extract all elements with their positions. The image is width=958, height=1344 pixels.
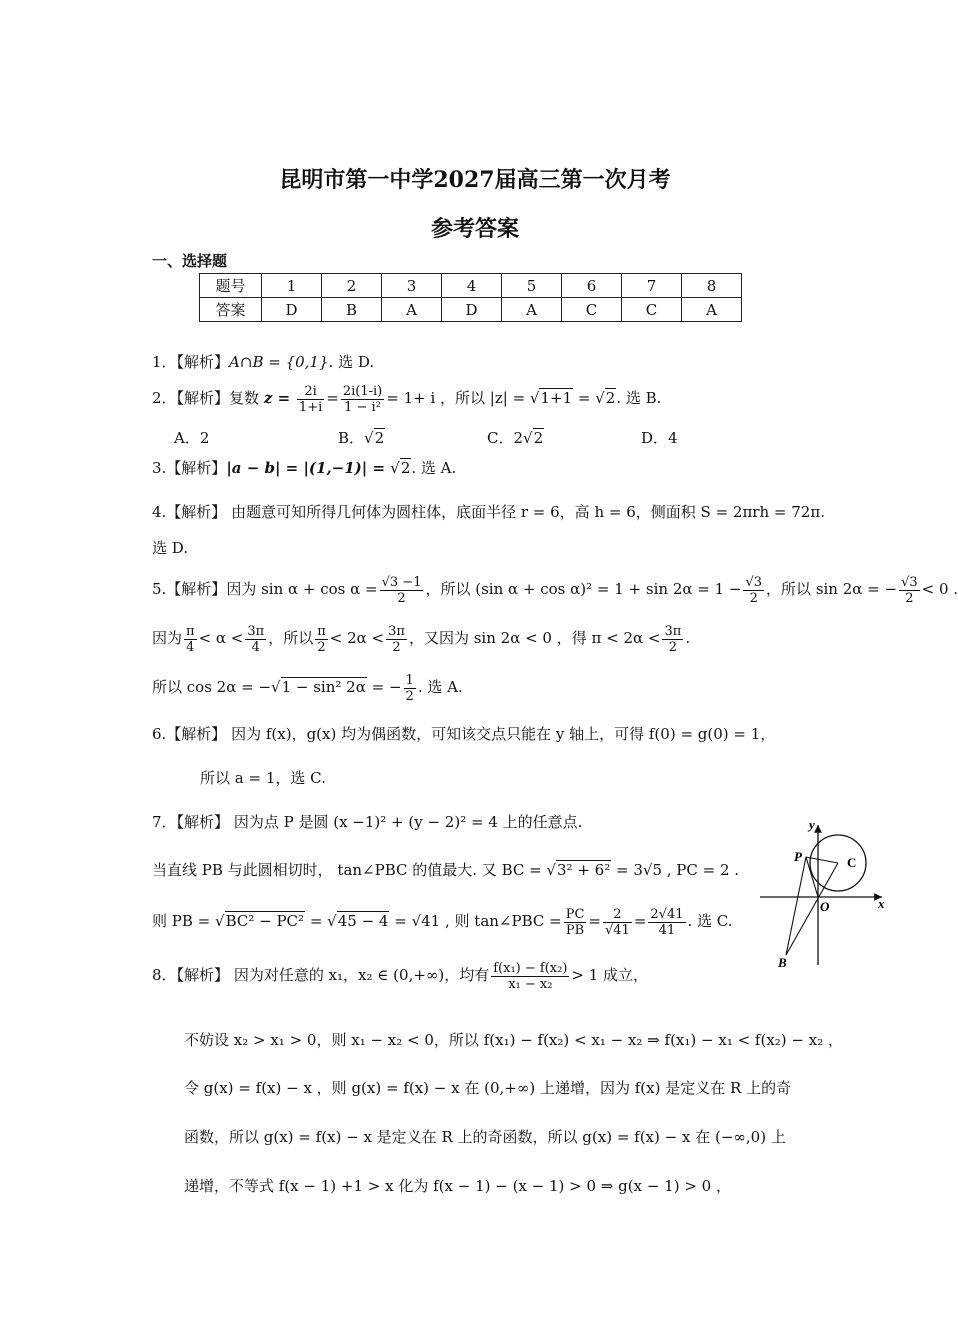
q1-body: A∩B = {0,1}	[229, 353, 329, 371]
q2-option-d: D．4	[641, 429, 678, 447]
label-c: C	[847, 855, 857, 870]
q5-line1: 5.【解析】因为 sin α + cos α = $\frac{√3 -1}{2}$ ，所以 (sin α + cos α)² = 1 + sin 2α = 1 − $\frac{√3}{2}$ ，所以 sin 2α = − $\frac{√3}{2}$ < 0 .	[152, 574, 958, 606]
q1-tail: . 选 D.	[328, 353, 375, 371]
q4-solution	[152, 502, 825, 522]
table-cell: 5	[502, 274, 562, 298]
q2-head: 2．【解析】	[152, 389, 230, 407]
table-cell: C	[622, 298, 682, 322]
section-heading: 一、选择题	[152, 252, 228, 270]
q4-body: 由题意可知所得几何体为圆柱体，底面半径 r = 6，高 h = 6，侧面积 S = 2πrh = 72π.	[231, 503, 825, 521]
q6-body: 因为 f(x)，g(x) 均为偶函数，可知该交点只能在 y 轴上，可得 f(0) = g(0) = 1，	[226, 725, 776, 743]
q8-line3: 令 g(x) = f(x) − x ，则 g(x) = f(x) − x 在 (0,+∞) 上递增，因为 f(x) 是定义在 R 上的奇	[184, 1079, 792, 1097]
row-label-number: 题号	[200, 274, 262, 298]
q7-line3: 则 PB = √BC² − PC² = √45 − 4 = √41 , 则 tan∠PBC = $\frac{PC}{PB}$ = $\frac{2}{√41}$ = $\frac{2√41}{41}$ . 选 C.	[152, 906, 733, 938]
line-po	[806, 857, 818, 897]
q4-line2: 选 D.	[152, 539, 189, 557]
q8-line4: 函数，所以 g(x) = f(x) − x 是定义在 R 上的奇函数，所以 g(x) = f(x) − x 在 (−∞,0) 上	[184, 1128, 786, 1146]
table-cell: 8	[682, 274, 742, 298]
q2-eq2: =	[573, 389, 596, 407]
table-cell: A	[502, 298, 562, 322]
q7-solution	[152, 812, 582, 832]
q2-solution: 2．【解析】复数 z = $\frac{2i}{1+i}$ = $\frac{2i(1-i)}{\text{1 − i²}}$ = 1+ i ，所以 |z| = √1+1 = √2. 选 B.	[152, 383, 662, 415]
q6-line2: 所以 a = 1，选 C.	[200, 769, 326, 787]
q8-line2: 不妨设 x₂ > x₁ > 0，则 x₁ − x₂ < 0，所以 f(x₁) − f(x₂) < x₁ − x₂ ⇒ f(x₁) − x₁ < f(x₂) − x₂ ，	[184, 1031, 844, 1049]
q7-geometry-figure	[752, 815, 892, 970]
table-cell: 1	[262, 274, 322, 298]
q2-z: z =	[263, 389, 291, 407]
table-cell: A	[382, 298, 442, 322]
q3-solution: 3.【解析】|a − b| = |(1,−1)| = √2. 选 A.	[152, 459, 457, 477]
table-row	[200, 274, 742, 298]
table-cell: 6	[562, 274, 622, 298]
q6-solution	[152, 724, 775, 744]
q5-frac1: $\frac{√3 -1}{2}$	[381, 574, 422, 606]
q3-head: 3.【解析】	[152, 459, 227, 477]
table-cell: 4	[442, 274, 502, 298]
table-cell: B	[322, 298, 382, 322]
label-b: B	[778, 955, 787, 970]
q1-head: 1．【解析】	[152, 353, 230, 371]
q2-eq: =	[326, 389, 339, 407]
page-subtitle: 参考答案	[430, 216, 519, 242]
table-cell: A	[682, 298, 742, 322]
q2-sqrt2: 2	[605, 389, 616, 407]
q8-line5: 递增，不等式 f(x − 1) +1 > x 化为 f(x − 1) − (x − 1) > 0 ⇒ g(x − 1) > 0 ，	[184, 1177, 731, 1195]
q8-frac: $\frac{\text{f(x₁) − f(x₂)}}{\text{x₁ − x₂}}$	[493, 960, 568, 992]
q2-frac2: $\frac{2i(1-i)}{\text{1 − i²}}$	[342, 383, 383, 415]
label-p: P	[794, 849, 802, 864]
table-cell: 3	[382, 274, 442, 298]
row-label-answer: 答案	[200, 298, 262, 322]
table-cell: 2	[322, 274, 382, 298]
q2-pre: 复数	[229, 389, 264, 407]
q4-head: 4.【解析】	[152, 503, 227, 521]
q7-body: 因为点 P 是圆 (x −1)² + (y − 2)² = 4 上的任意点.	[229, 813, 583, 831]
table-cell: D	[442, 298, 502, 322]
table-cell: C	[562, 298, 622, 322]
q3-sqrt: 2	[400, 459, 411, 477]
q2-result: = 1+ i ，所以 |z| =	[386, 389, 530, 407]
page-title: 昆明市第一中学2027届高三第一次月考	[279, 167, 671, 193]
q7-head: 7．【解析】	[152, 813, 230, 831]
q8-line1: 8．【解析】 因为对任意的 x₁，x₂ ∈ (0,+∞)，均有 $\frac{\text{f(x₁) − f(x₂)}}{\text{x₁ − x₂}}$ > 1 成立，	[152, 960, 649, 992]
q5-line2: 因为 $\frac{\pi}{4}$ < α < $\frac{3\pi}{4}$ ，所以 $\frac{\pi}{2}$ < 2α < $\frac{3\pi}{2}$ ，又因为 sin 2α < 0 ，得 π < 2α < $\frac{3\pi}{2}$ .	[152, 623, 691, 655]
table-row	[200, 298, 742, 322]
q3-body: |a − b| = |(1,−1)| =	[226, 459, 391, 477]
q2-option-b: B．√2	[338, 429, 385, 447]
q5-frac2: $\frac{√3}{2}$	[745, 574, 763, 606]
q3-tail: . 选 A.	[411, 459, 457, 477]
q2-sqrt1: 1+1	[540, 389, 573, 407]
q6-head: 6.【解析】	[152, 725, 227, 743]
q2-frac1: $\frac{2i}{1+i}$	[298, 383, 323, 415]
q1-solution	[152, 352, 374, 372]
answer-table	[199, 273, 742, 322]
label-y: y	[809, 817, 815, 832]
label-o: O	[820, 899, 830, 914]
label-x: x	[878, 896, 885, 911]
table-cell: D	[262, 298, 322, 322]
q2-option-a: A．2	[174, 429, 210, 447]
line-pb	[786, 857, 806, 955]
q5-line3: 所以 cos 2α = −√1 − sin² 2α = − $\frac{1}{2}$ . 选 A.	[152, 672, 463, 704]
table-cell: 7	[622, 274, 682, 298]
q2-option-c: C．2√2	[487, 429, 544, 447]
q5-frac3: $\frac{√3}{2}$	[901, 574, 918, 606]
q2-tail: . 选 B.	[616, 389, 662, 407]
q7-line2: 当直线 PB 与此圆相切时， tan∠PBC 的值最大. 又 BC = √3² + 6² = 3√5 , PC = 2 .	[152, 861, 740, 879]
